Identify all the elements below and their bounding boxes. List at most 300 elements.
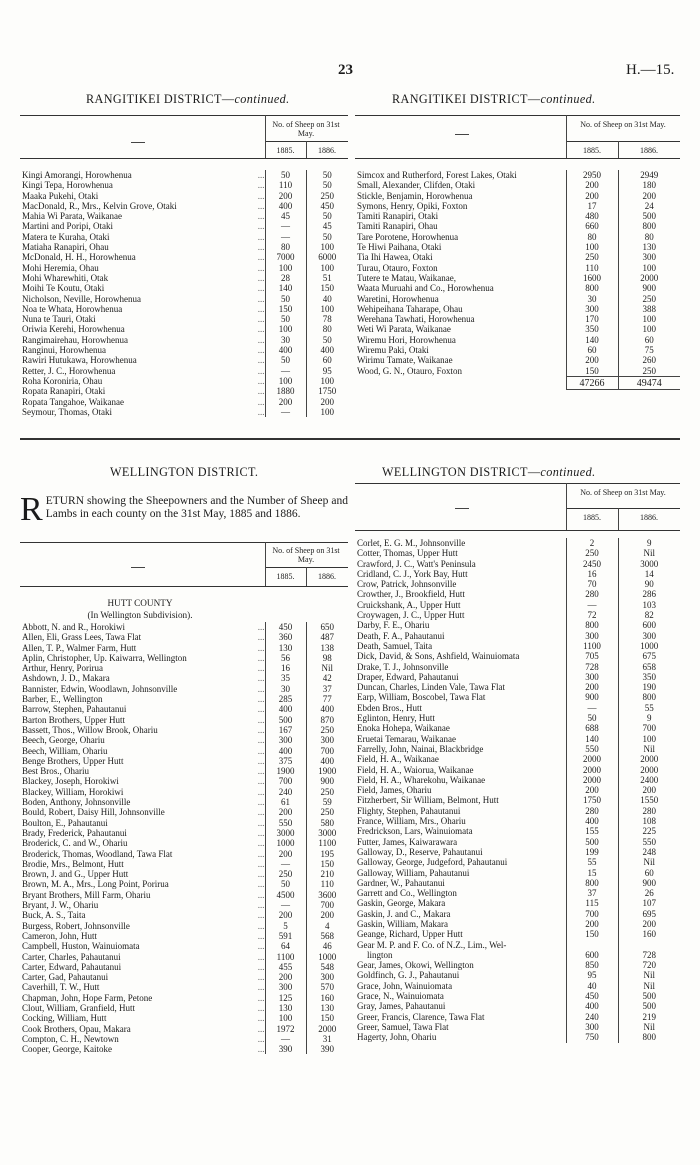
- table-row: [20, 972, 348, 982]
- sheep-1886: 3600: [306, 890, 348, 900]
- owner-name: Ebden Bros., Hutt: [357, 702, 422, 713]
- sheep-1886: 350: [618, 672, 680, 682]
- table-row: [20, 704, 348, 714]
- leader-dots: ...: [257, 755, 265, 766]
- sheep-1886: 60: [618, 335, 680, 345]
- sheep-1885: 72: [566, 610, 618, 620]
- owner-name: France, William, Mrs., Ohariu: [357, 816, 466, 827]
- owner-name: Greer, Francis, Clarence, Tawa Flat: [357, 1011, 485, 1022]
- sheep-1886: 388: [618, 304, 680, 314]
- sheep-1885: 170: [566, 314, 618, 324]
- sheep-1885: —: [265, 366, 306, 376]
- table-row: [20, 345, 348, 355]
- owner-name: Brown, J. and G., Upper Hutt: [22, 869, 129, 880]
- owner-name: Blackey, William, Horokiwi: [22, 786, 124, 797]
- owner-name: Cocking, William, Hutt: [22, 1013, 107, 1024]
- owner-name: Futter, James, Kaiwarawara: [357, 836, 458, 847]
- sheep-1885: 200: [566, 180, 618, 190]
- leader-dots: ...: [257, 941, 265, 952]
- table-row: [20, 941, 348, 951]
- sheep-1886: 50: [306, 170, 348, 180]
- leader-dots: ...: [257, 735, 265, 746]
- sheep-1885: 1000: [265, 838, 306, 848]
- section-title-rangitikei-right: RANGITIKEI DISTRICT—continued.: [392, 92, 596, 106]
- sheep-1885: 140: [265, 283, 306, 293]
- owner-name: Rangimairehau, Horowhenua: [22, 334, 128, 345]
- table-row: [20, 1024, 348, 1034]
- owner-name: Kingi Amorangi, Horowhenua: [22, 170, 132, 180]
- sheep-1886: 80: [306, 324, 348, 334]
- table-row: [20, 952, 348, 962]
- owner-name: Gaskin, J. and C., Makara: [357, 908, 451, 919]
- leader-dots: ...: [257, 827, 265, 838]
- sheep-1885: 400: [265, 746, 306, 756]
- sheep-1885: 2450: [566, 559, 618, 569]
- sheep-1886: 870: [306, 715, 348, 725]
- owner-name: Gaskin, George, Makara: [357, 898, 446, 909]
- owner-name: Field, H. A., Waikanae: [357, 754, 439, 765]
- sheep-count-header-right: No. of Sheep on 31st May.: [580, 120, 666, 129]
- name-column-dash-wr: [455, 508, 469, 509]
- table-row: [355, 1032, 680, 1042]
- sheep-1885: 350: [566, 324, 618, 334]
- leader-dots: ...: [257, 231, 265, 242]
- owner-name: Greer, Samuel, Tawa Flat: [357, 1021, 449, 1032]
- sheep-1886: 60: [306, 355, 348, 365]
- sheep-1886: 100: [306, 242, 348, 252]
- sheep-1885: 200: [265, 191, 306, 201]
- leader-dots: ...: [257, 396, 265, 407]
- leader-dots: ...: [257, 776, 265, 787]
- sheep-1886: 100: [306, 407, 348, 417]
- owner-name: Benge Brothers, Upper Hutt: [22, 755, 124, 766]
- table-row: [355, 294, 680, 304]
- owner-name: Fredrickson, Lars, Wainuiomata: [357, 826, 473, 837]
- sheep-1885: 28: [265, 273, 306, 283]
- table-row: [20, 859, 348, 869]
- sheep-1886: 3000: [306, 828, 348, 838]
- sheep-1886: 195: [306, 849, 348, 859]
- table-row: [20, 756, 348, 766]
- sheep-1886: 130: [618, 242, 680, 252]
- sheep-1885: 100: [566, 242, 618, 252]
- leader-dots: ...: [257, 406, 265, 417]
- sheep-1885: 400: [566, 1001, 618, 1011]
- owner-name: Nicholson, Neville, Horowhenua: [22, 293, 141, 304]
- owner-name: Brown, M. A., Mrs., Long Point, Porirua: [22, 879, 169, 890]
- page-number: 23: [338, 62, 353, 78]
- sheep-1885: 400: [566, 816, 618, 826]
- table-row: [20, 879, 348, 889]
- rangitikei-right-table: [355, 170, 680, 390]
- table-row: [355, 263, 680, 273]
- sheep-1885: 850: [566, 960, 618, 970]
- leader-dots: ...: [257, 262, 265, 273]
- sheep-1885: 390: [265, 1044, 306, 1054]
- owner-name: Fitzherbert, Sir William, Belmont, Hutt: [357, 795, 499, 806]
- leader-dots: ...: [257, 930, 265, 941]
- owner-name: Barton Brothers, Upper Hutt: [22, 714, 125, 725]
- table-row: [355, 641, 680, 651]
- sheep-1885: 500: [566, 837, 618, 847]
- owner-name: Aplin, Christopher, Up. Kaiwarra, Wellington: [22, 652, 187, 663]
- sheep-1886: 46: [306, 941, 348, 951]
- table-row: [355, 878, 680, 888]
- table-row: [20, 622, 348, 632]
- sheep-1886: Nil: [618, 981, 680, 991]
- sheep-1886: 200: [618, 785, 680, 795]
- table-row: [20, 787, 348, 797]
- sheep-1885: 2950: [566, 170, 618, 180]
- table-row: [355, 589, 680, 599]
- leader-dots: ...: [257, 714, 265, 725]
- sheep-1885: 550: [265, 818, 306, 828]
- owner-name: Beech, George, Ohariu: [22, 735, 105, 746]
- sheep-1885: 1100: [265, 952, 306, 962]
- sheep-1886: 82: [618, 610, 680, 620]
- table-row: [20, 746, 348, 756]
- table-row: [355, 723, 680, 733]
- sheep-1886: 450: [306, 201, 348, 211]
- table-row: [355, 232, 680, 242]
- owner-name: Allen, T. P., Walmer Farm, Hutt: [22, 642, 137, 653]
- owner-name: Geange, Richard, Upper Hutt: [357, 929, 463, 940]
- year-1885-header: 1885.: [276, 146, 295, 155]
- owner-name: Field, H. A., Waiorua, Waikanae: [357, 764, 474, 775]
- table-row: [355, 744, 680, 754]
- sheep-1885: 50: [566, 713, 618, 723]
- sheep-1886: 900: [306, 776, 348, 786]
- return-description: [20, 491, 348, 528]
- sheep-1886: 695: [618, 909, 680, 919]
- sheep-1886: 286: [618, 589, 680, 599]
- table-row: [20, 643, 348, 653]
- table-row: [20, 294, 348, 304]
- owner-name: Weti Wi Parata, Waikanae: [357, 324, 451, 335]
- owner-name: Galloway, William, Pahautanui: [357, 867, 470, 878]
- owner-name: Seymour, Thomas, Otaki: [22, 406, 112, 417]
- sheep-1885: 80: [265, 242, 306, 252]
- sheep-1885: 800: [566, 878, 618, 888]
- sheep-1886: 55: [618, 703, 680, 713]
- table-row: [20, 900, 348, 910]
- sheep-1886: 6000: [306, 252, 348, 262]
- table-row: [20, 283, 348, 293]
- leader-dots: ...: [257, 745, 265, 756]
- sheep-1886: 280: [618, 806, 680, 816]
- table-row: [355, 826, 680, 836]
- leader-dots: ...: [257, 992, 265, 1003]
- sheep-1886: 200: [306, 910, 348, 920]
- table-row: [20, 252, 348, 262]
- sheep-1886: 500: [618, 211, 680, 221]
- sheep-1886: 225: [618, 826, 680, 836]
- table-row: [355, 620, 680, 630]
- leader-dots: ...: [257, 303, 265, 314]
- table-row: [355, 898, 680, 908]
- sheep-1886: 31: [306, 1034, 348, 1044]
- sheep-1885: 800: [566, 620, 618, 630]
- table-row: [355, 252, 680, 262]
- sheep-1886: Nil: [618, 970, 680, 980]
- sheep-1886: Nil: [306, 663, 348, 673]
- report-code: H.—15.: [626, 62, 675, 78]
- sheep-1886: 2000: [618, 273, 680, 283]
- sheep-1885: 50: [265, 294, 306, 304]
- leader-dots: ...: [257, 920, 265, 931]
- sheep-1886: 248: [618, 847, 680, 857]
- owner-name: Blackey, Joseph, Horokiwi: [22, 776, 119, 787]
- table-row: [20, 694, 348, 704]
- table-row: [355, 211, 680, 221]
- sheep-1885: 200: [265, 807, 306, 817]
- leader-dots: ...: [257, 324, 265, 335]
- owner-name: Rawiri Hutukawa, Horowhenua: [22, 355, 137, 366]
- sheep-1885: 280: [566, 806, 618, 816]
- sheep-1885: 2: [566, 538, 618, 548]
- table-row: [20, 818, 348, 828]
- leader-dots: ...: [257, 724, 265, 735]
- sheep-1886: 548: [306, 962, 348, 972]
- owner-name: Cruickshank, A., Upper Hutt: [357, 599, 461, 610]
- table-row: [355, 273, 680, 283]
- owner-name: Cooper, George, Kaitoke: [22, 1044, 112, 1055]
- owner-name: Bryant, J. W., Ohariu: [22, 900, 99, 911]
- owner-name: Corlet, E. G. M., Johnsonville: [357, 538, 466, 548]
- sheep-1886: 51: [306, 273, 348, 283]
- sheep-1886: 2000: [306, 1024, 348, 1034]
- table-row: [20, 921, 348, 931]
- table-row: [355, 1001, 680, 1011]
- sheep-1885: 550: [566, 744, 618, 754]
- table-row: [20, 263, 348, 273]
- sheep-1885: 64: [265, 941, 306, 951]
- sheep-1885: 3000: [265, 828, 306, 838]
- sheep-1885: 200: [265, 910, 306, 920]
- table-row: [355, 324, 680, 334]
- sheep-1886: 550: [618, 837, 680, 847]
- leader-dots: ...: [257, 1002, 265, 1013]
- sheep-1885: 50: [265, 355, 306, 365]
- leader-dots: ...: [257, 1044, 265, 1055]
- owner-name: Field, James, Ohariu: [357, 785, 432, 796]
- sheep-1886: 190: [618, 682, 680, 692]
- rangitikei-left-table: [20, 170, 348, 417]
- table-row: [355, 837, 680, 847]
- leader-dots: ...: [257, 951, 265, 962]
- leader-dots: ...: [257, 355, 265, 366]
- sheep-1885: 100: [265, 263, 306, 273]
- sheep-1885: 110: [566, 263, 618, 273]
- sheep-1886: 108: [618, 816, 680, 826]
- sheep-1885: 100: [265, 376, 306, 386]
- table-row: [20, 735, 348, 745]
- table-row: [355, 283, 680, 293]
- sheep-1886: 100: [618, 314, 680, 324]
- year-1886-header: 1886.: [318, 146, 336, 155]
- owner-name: Noa te Whata, Horowhenua: [22, 303, 123, 314]
- leader-dots: ...: [257, 180, 265, 191]
- owner-name: Eglinton, Henry, Hutt: [357, 713, 435, 724]
- owner-name: Goldfinch, G. J., Pahautanui: [357, 970, 460, 981]
- sheep-1885: 1972: [265, 1024, 306, 1034]
- table-row: [20, 1003, 348, 1013]
- sheep-1886: 100: [306, 263, 348, 273]
- leader-dots: ...: [257, 632, 265, 643]
- sheep-1886: 103: [618, 600, 680, 610]
- sheep-1886: 250: [618, 294, 680, 304]
- sheep-1885: 200: [566, 785, 618, 795]
- owner-name: Chapman, John, Hope Farm, Petone: [22, 992, 153, 1003]
- leader-dots: ...: [257, 334, 265, 345]
- sheep-1886: 37: [306, 684, 348, 694]
- owner-name: Waata Muruahi and Co., Horowhenua: [357, 283, 494, 294]
- table-row: [355, 600, 680, 610]
- owner-name: Wirimu Tamate, Waikanae: [357, 355, 453, 366]
- sheep-1886: 80: [618, 232, 680, 242]
- total-1886: 49474: [618, 376, 680, 389]
- owner-name: Crawford, J. C., Watt's Peninsula: [357, 558, 476, 569]
- leader-dots: ...: [257, 386, 265, 397]
- owner-name: Small, Alexander, Clifden, Otaki: [357, 180, 476, 191]
- owner-name: Kingi Tepa, Horowhenua: [22, 180, 113, 191]
- table-row: [20, 201, 348, 211]
- table-row: [20, 386, 348, 396]
- sheep-1885: 1100: [566, 641, 618, 651]
- sheep-1886: 500: [618, 1001, 680, 1011]
- sheep-1886: 3000: [618, 559, 680, 569]
- wellington-left-table: [20, 622, 348, 1054]
- table-row: [355, 795, 680, 805]
- sheep-1885: 375: [265, 756, 306, 766]
- drop-cap: R: [20, 491, 43, 528]
- sheep-1885: 250: [566, 252, 618, 262]
- table-row: [355, 242, 680, 252]
- owner-name: Cridland, C. J., York Bay, Hutt: [357, 568, 468, 579]
- wellington-right-table: [355, 538, 680, 1043]
- name-column-dash: [131, 142, 145, 143]
- owner-name: Broderick, C. and W., Ohariu: [22, 838, 128, 849]
- leader-dots: ...: [257, 345, 265, 356]
- sheep-1886: 487: [306, 632, 348, 642]
- owner-name: Werehana Tawhati, Horowhenua: [357, 314, 475, 325]
- owner-name: Tutere te Matau, Waikanae,: [357, 272, 456, 283]
- table-row: [355, 847, 680, 857]
- sheep-1886: 1000: [306, 952, 348, 962]
- sheep-1885: 250: [566, 548, 618, 558]
- owner-name: Flighty, Stephen, Pahautanui: [357, 805, 461, 816]
- table-row: [20, 242, 348, 252]
- table-row: [355, 785, 680, 795]
- year-1886-header-right: 1886.: [640, 146, 658, 155]
- sheep-1885: 35: [265, 673, 306, 683]
- table-row: [20, 673, 348, 683]
- sheep-1886: 390: [306, 1044, 348, 1054]
- year-1886-header-wr: 1886.: [640, 513, 658, 522]
- table-row: [355, 1022, 680, 1032]
- table-row: [20, 993, 348, 1003]
- sheep-1886: 580: [306, 818, 348, 828]
- sheep-1886: 250: [306, 807, 348, 817]
- sheep-1886: 300: [306, 735, 348, 745]
- owner-name: Symons, Henry, Opiki, Foxton: [357, 200, 468, 211]
- sheep-1885: 140: [566, 734, 618, 744]
- sheep-1885: 500: [265, 715, 306, 725]
- sheep-1885: 30: [566, 294, 618, 304]
- sheep-1885: 360: [265, 632, 306, 642]
- sheep-1885: 300: [265, 982, 306, 992]
- owner-name: Matiaha Ranapiri, Ohau: [22, 242, 109, 253]
- owner-name: Mohi Heremia, Ohau: [22, 262, 99, 273]
- owner-name: Campbell, Huston, Wainuiomata: [22, 941, 140, 952]
- owner-name: Clout, William, Granfield, Hutt: [22, 1002, 135, 1013]
- owner-name: Garrett and Co., Wellington: [357, 888, 457, 899]
- sheep-1886: 98: [306, 653, 348, 663]
- table-row: [355, 816, 680, 826]
- table-row: [355, 366, 680, 377]
- leader-dots: ...: [257, 797, 265, 808]
- sheep-1886: 42: [306, 673, 348, 683]
- table-row: [355, 662, 680, 672]
- sheep-1886: 138: [306, 643, 348, 653]
- table-row: [20, 1013, 348, 1023]
- table-row: [20, 663, 348, 673]
- table-row: [355, 335, 680, 345]
- owner-name: Carter, Gad, Pahautanui: [22, 972, 109, 983]
- sheep-1886: 45: [306, 221, 348, 231]
- leader-dots: ...: [257, 889, 265, 900]
- leader-dots: ...: [257, 879, 265, 890]
- owner-name: Crowther, J., Brookfield, Hutt: [357, 589, 465, 600]
- sheep-1885: 167: [265, 725, 306, 735]
- sheep-1886: Nil: [618, 548, 680, 558]
- table-row: [355, 569, 680, 579]
- owner-name: Dick, David, & Sons, Ashfield, Wainuiomata: [357, 651, 520, 662]
- leader-dots: ...: [257, 786, 265, 797]
- sheep-1886: Nil: [618, 857, 680, 867]
- sheep-1886: 675: [618, 651, 680, 661]
- owner-name: Grace, N., Wainuiomata: [357, 991, 444, 1002]
- sheep-1885: 45: [265, 211, 306, 221]
- table-row: [20, 632, 348, 642]
- sheep-1885: 600: [566, 940, 618, 961]
- owner-name: Enoka Hohepa, Waikanae: [357, 723, 450, 734]
- sheep-1885: —: [265, 900, 306, 910]
- owner-name: Tamiti Ranapiri, Ohau: [357, 221, 438, 232]
- sheep-1886: 219: [618, 1012, 680, 1022]
- sheep-1886: 2949: [618, 170, 680, 180]
- table-row: [20, 869, 348, 879]
- sheep-1885: 95: [566, 970, 618, 980]
- sheep-1886: 250: [306, 191, 348, 201]
- sheep-1886: 100: [618, 324, 680, 334]
- sheep-1885: 50: [265, 314, 306, 324]
- table-row: [20, 910, 348, 920]
- sheep-1886: 1750: [306, 386, 348, 396]
- leader-dots: ...: [257, 694, 265, 705]
- sheep-1885: 30: [265, 335, 306, 345]
- sheep-count-header-wl: No. of Sheep on 31st May.: [272, 546, 340, 564]
- owner-name: Bannister, Edwin, Woodlawn, Johnsonville: [22, 683, 178, 694]
- leader-dots: ...: [257, 817, 265, 828]
- sheep-1886: 2000: [618, 765, 680, 775]
- leader-dots: ...: [257, 375, 265, 386]
- sheep-1886: 700: [618, 723, 680, 733]
- owner-name: Ranginui, Horowhenua: [22, 345, 106, 356]
- sheep-1885: 50: [265, 170, 306, 180]
- leader-dots: ...: [257, 972, 265, 983]
- table-row: [20, 828, 348, 838]
